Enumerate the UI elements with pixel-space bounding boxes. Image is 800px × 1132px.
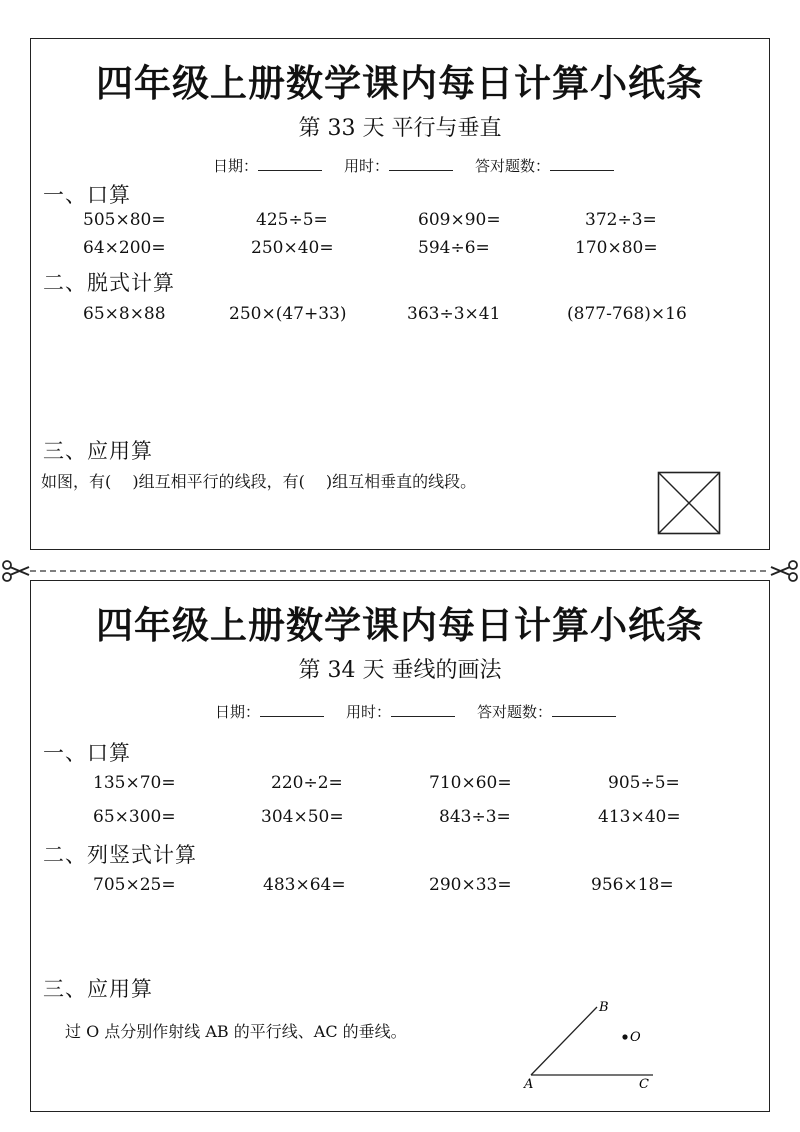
detached-problem: 250×(47+33) [229, 304, 347, 324]
section-oral-heading: 一、口算 [43, 183, 131, 207]
date-blank [258, 156, 322, 171]
oral-problem: 65×300= [93, 807, 176, 827]
section-vertical-heading: 二、列竖式计算 [43, 843, 197, 867]
oral-problem: 413×40= [598, 807, 681, 827]
info-row [215, 701, 616, 722]
date-label: 日期： [213, 157, 259, 175]
oral-problem: 64×200= [83, 238, 166, 258]
time-blank [389, 156, 453, 171]
oral-problem: 594÷6= [418, 238, 490, 258]
card-title: 四年级上册数学课内每日计算小纸条 [96, 62, 704, 105]
correct-count-label: 答对题数： [477, 703, 553, 721]
card-title: 四年级上册数学课内每日计算小纸条 [96, 604, 704, 647]
cut-line [0, 564, 800, 578]
worksheet-card-day33 [30, 38, 770, 550]
card-subtitle: 第 33 天 平行与垂直 [298, 116, 502, 141]
vertical-problem: 956×18= [591, 875, 674, 895]
correct-count-label: 答对题数： [475, 157, 551, 175]
application-question: 如图，有( )组互相平行的线段，有( )组互相垂直的线段。 [41, 472, 477, 491]
card-subtitle: 第 34 天 垂线的画法 [298, 658, 502, 683]
scissors-icon [2, 559, 30, 583]
date-blank [260, 702, 324, 717]
oral-problem: 135×70= [93, 773, 176, 793]
time-label: 用时： [346, 703, 392, 721]
application-question: 过 O 点分别作射线 AB 的平行线、AC 的垂线。 [65, 1022, 407, 1041]
point-a-label: A [524, 1077, 534, 1089]
oral-problem: 170×80= [575, 238, 658, 258]
worksheet-card-day34 [30, 580, 770, 1112]
oral-problem: 372÷3= [585, 210, 657, 230]
info-row [213, 155, 614, 176]
oral-problem: 304×50= [261, 807, 344, 827]
oral-problem: 609×90= [418, 210, 501, 230]
correct-count-blank [552, 702, 616, 717]
time-blank [391, 702, 455, 717]
oral-problem: 843÷3= [439, 807, 511, 827]
oral-problem: 250×40= [251, 238, 334, 258]
point-o-label: O [630, 1030, 641, 1045]
oral-problem: 905÷5= [608, 773, 680, 793]
ray-angle-figure [515, 989, 655, 1089]
section-application-heading: 三、应用算 [43, 977, 153, 1001]
detached-problem: 363÷3×41 [407, 304, 501, 324]
correct-count-blank [550, 156, 614, 171]
oral-problem: 425÷5= [256, 210, 328, 230]
date-label: 日期： [215, 703, 261, 721]
point-b-label: B [599, 1000, 609, 1015]
point-c-label: C [639, 1077, 649, 1089]
oral-problem: 220÷2= [271, 773, 343, 793]
square-diagonals-figure [657, 471, 721, 535]
scissors-icon [770, 559, 798, 583]
vertical-problem: 483×64= [263, 875, 346, 895]
vertical-problem: 290×33= [429, 875, 512, 895]
oral-problem: 505×80= [83, 210, 166, 230]
section-detached-heading: 二、脱式计算 [43, 271, 175, 295]
time-label: 用时： [344, 157, 390, 175]
vertical-problem: 705×25= [93, 875, 176, 895]
section-oral-heading: 一、口算 [43, 741, 131, 765]
detached-problem: 65×8×88 [83, 304, 166, 324]
oral-problem: 710×60= [429, 773, 512, 793]
detached-problem: (877-768)×16 [567, 304, 687, 324]
section-application-heading: 三、应用算 [43, 439, 153, 463]
